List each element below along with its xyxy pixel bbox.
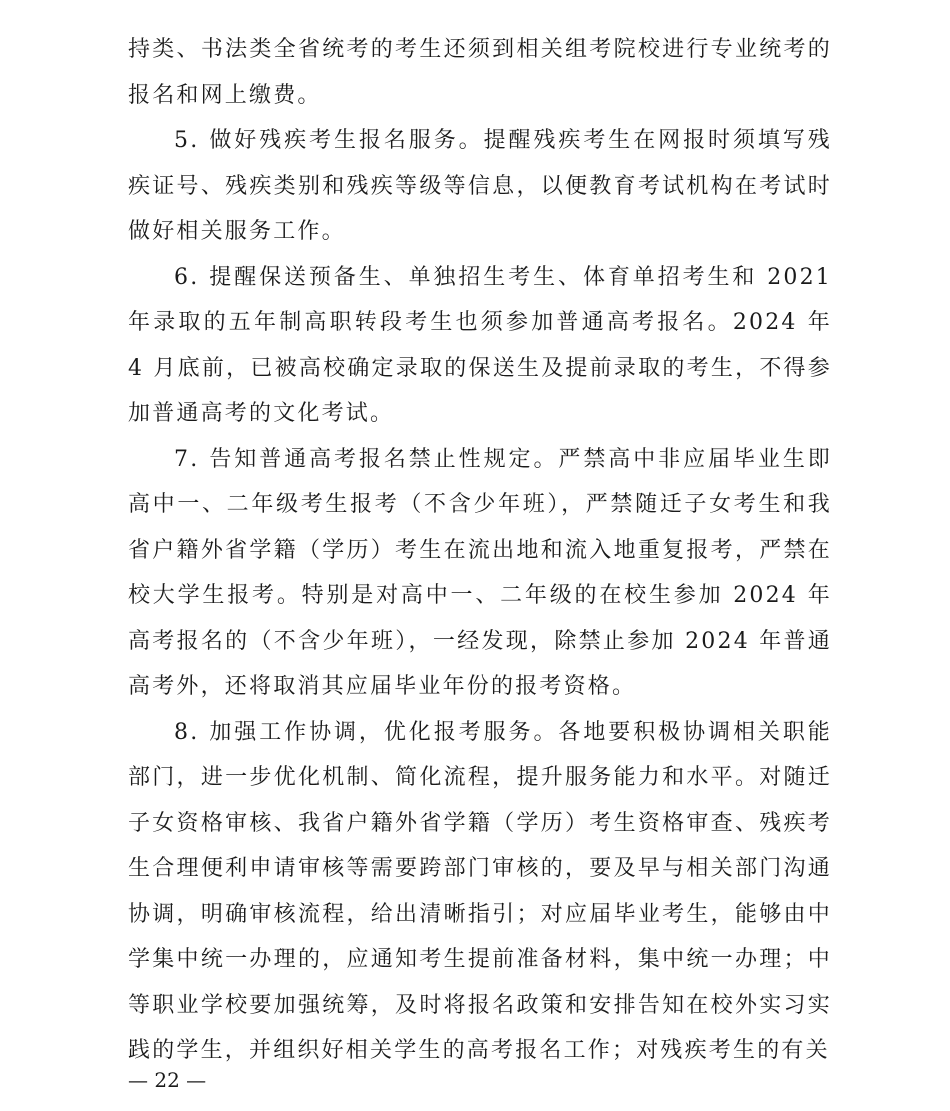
page-number: — 22 —: [128, 1068, 207, 1092]
paragraph-item-5: 5. 做好残疾考生报名服务。提醒残疾考生在网报时须填写残疾证号、残疾类别和残疾等级等信息，以便教育考试机构在考试时做好相关服务工作。: [128, 128, 832, 244]
paragraph-item-8: 8. 加强工作协调，优化报考服务。各地要积极协调相关职能部门，进一步优化机制、简化流程，提升服务能力和水平。对随迁子女资格审核、我省户籍外省学籍（学历）考生资格审查、残疾考生合理便利申请审核等需要跨部门审核的，要及早与相关部门沟通协调，明确审核流程，给出清晰指引；对应届毕业考生，能够由中学集中统一办理的，应通知考生提前准备材料，集中统一办理；中等职业学校要加强统筹，及时将报名政策和安排告知在校外实习实践的学生，并组织好相关学生的高考报名工作；对残疾考生的有关: [128, 719, 832, 1063]
paragraph-item-6: 6. 提醒保送预备生、单独招生考生、体育单招考生和 2021 年录取的五年制高职转段考生也须参加普通高考报名。2024 年 4 月底前，已被高校确定录取的保送生及提前录取的考生，不得参加普通高考的文化考试。: [128, 264, 832, 426]
paragraph-continuation: 持类、书法类全省统考的考生还须到相关组考院校进行专业统考的报名和网上缴费。: [128, 37, 832, 108]
document-body: [128, 27, 832, 1074]
paragraph-item-7: 7. 告知普通高考报名禁止性规定。严禁高中非应届毕业生即高中一、二年级考生报考（不含少年班），严禁随迁子女考生和我省户籍外省学籍（学历）考生在流出地和流入地重复报考，严禁在校大学生报考。特别是对高中一、二年级的在校生参加 2024 年高考报名的（不含少年班），一经发现，除禁止参加 2024 年普通高考外，还将取消其应届毕业年份的报考资格。: [128, 446, 832, 699]
